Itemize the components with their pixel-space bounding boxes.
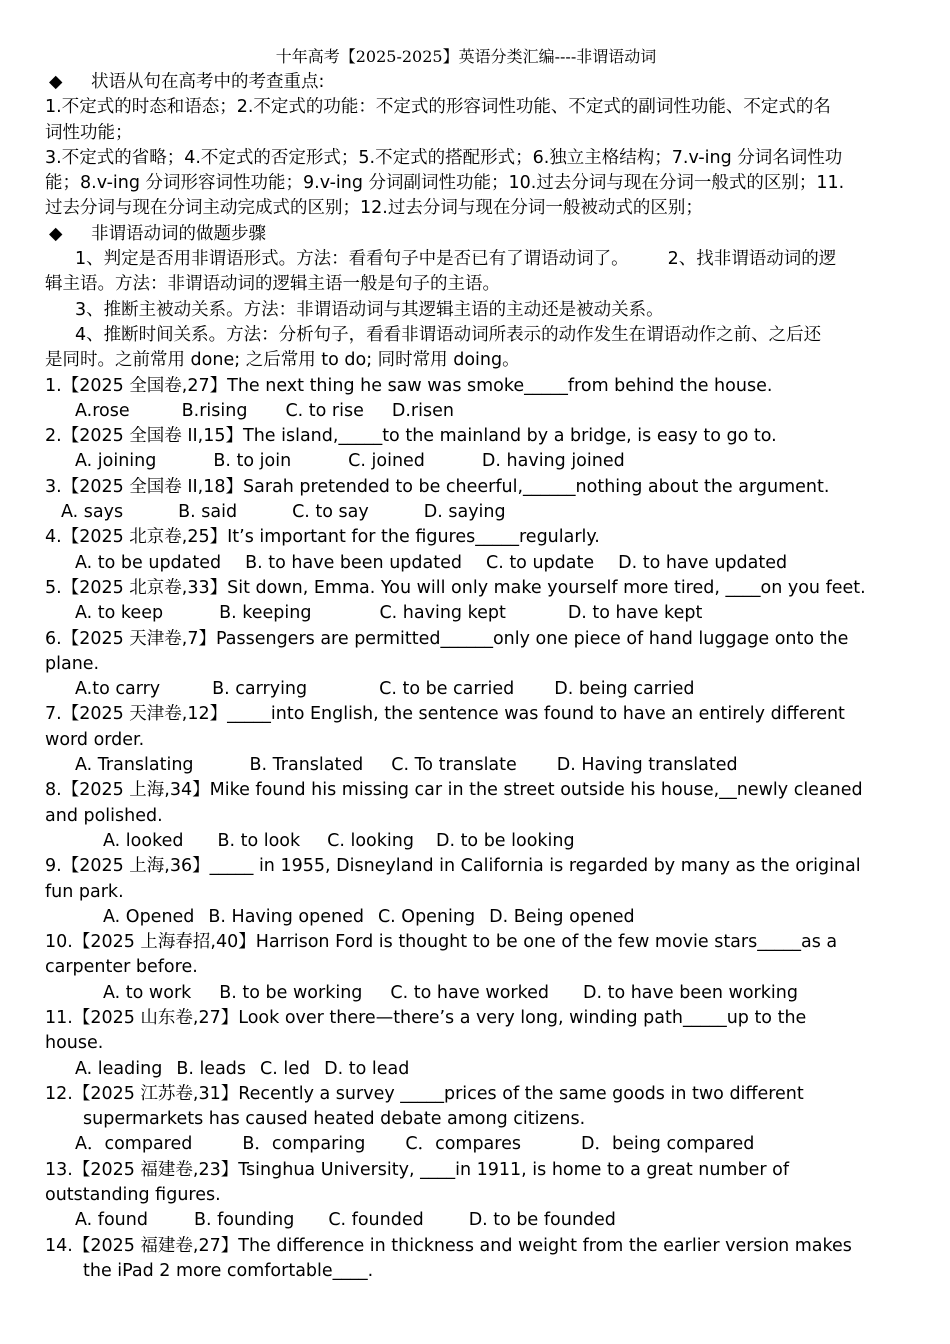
step-line: 是同时。之前常用 done; 之后常用 to do; 同时常用 doing。 bbox=[45, 350, 520, 371]
answer-option[interactable]: A.to carry bbox=[75, 679, 161, 700]
answer-option[interactable]: B. carrying bbox=[212, 679, 308, 700]
answer-option[interactable]: D. Being opened bbox=[489, 906, 635, 927]
focus-line: 词性功能； bbox=[45, 122, 133, 143]
answer-option[interactable]: B. leads bbox=[176, 1058, 247, 1079]
answer-option[interactable]: B. keeping bbox=[219, 603, 312, 624]
focus-line: 能；8.v-ing 分词形容词性功能；9.v-ing 分词副词性功能；10.过去分词与现在分词一般式的区别；11. bbox=[45, 173, 845, 194]
answer-option[interactable]: D. to be looking bbox=[435, 830, 575, 851]
answer-option[interactable]: C. looking bbox=[327, 830, 414, 851]
answer-option[interactable]: C. to have worked bbox=[390, 982, 549, 1003]
focus-line: 过去分词与现在分词主动完成式的区别；12.过去分词与现在分词一般被动式的区别； bbox=[45, 198, 703, 219]
answer-options bbox=[45, 753, 907, 778]
question-stem-continued: supermarkets has caused heated debate among citizens. bbox=[83, 1109, 586, 1130]
answer-option[interactable]: D. to have kept bbox=[567, 603, 703, 624]
question-stem: 6.【2025 天津卷,7】Passengers are permitted______only one piece of hand luggage onto the bbox=[45, 628, 849, 649]
question-item bbox=[45, 525, 907, 576]
question-item bbox=[45, 930, 907, 1006]
answer-option[interactable]: B. Having opened bbox=[208, 906, 364, 927]
question-item bbox=[45, 778, 907, 854]
step-line: 3、推断主被动关系。方法：非谓语动词与其逻辑主语的主动还是被动关系。 bbox=[75, 299, 664, 320]
answer-options bbox=[45, 601, 907, 626]
answer-option[interactable]: C. Opening bbox=[377, 906, 476, 927]
step-line: 辑主语。方法：非谓语动词的逻辑主语一般是句子的主语。 bbox=[45, 274, 500, 295]
question-item bbox=[45, 1158, 907, 1234]
answer-option[interactable]: D. saying bbox=[423, 502, 506, 523]
focus-line: 3.不定式的省略；4.不定式的否定形式；5.不定式的搭配形式；6.独立主格结构；7.v-ing 分词名词性功 bbox=[45, 147, 843, 168]
question-item bbox=[45, 1006, 907, 1082]
answer-option[interactable]: C. to be carried bbox=[379, 679, 515, 700]
answer-option[interactable]: D. Having translated bbox=[556, 755, 738, 776]
question-stem: 3.【2025 全国卷 II,18】Sarah pretended to be cheerful,______nothing about the argument. bbox=[45, 476, 830, 497]
section-heading-focus bbox=[45, 70, 907, 95]
step-line: 4、推断时间关系。方法：分析句子，看看非谓语动词所表示的动作发生在谓语动作之前、之后还 bbox=[75, 324, 822, 345]
question-stem-continued: outstanding figures. bbox=[45, 1185, 221, 1206]
question-stem: 5.【2025 北京卷,33】Sit down, Emma. You will only make yourself more tired, ____on you feet. bbox=[45, 577, 866, 598]
question-item bbox=[45, 424, 907, 475]
answer-option[interactable]: D．being compared bbox=[580, 1134, 755, 1155]
answer-option[interactable]: B. to join bbox=[213, 451, 292, 472]
answer-option[interactable]: B. Translated bbox=[249, 755, 364, 776]
answer-option[interactable]: B. said bbox=[178, 502, 238, 523]
question-item bbox=[45, 1082, 907, 1158]
answer-option[interactable]: D. to be founded bbox=[468, 1210, 616, 1231]
answer-option[interactable]: C. joined bbox=[348, 451, 425, 472]
question-list bbox=[45, 374, 907, 1285]
answer-options bbox=[45, 500, 907, 525]
answer-option[interactable]: A. says bbox=[61, 502, 124, 523]
question-stem: 8.【2025 上海,34】Mike found his missing car in the street outside his house,__newly cleaned bbox=[45, 780, 863, 801]
section-heading-steps bbox=[45, 222, 907, 247]
question-stem-continued: house. bbox=[45, 1033, 104, 1054]
answer-option[interactable]: C. having kept bbox=[379, 603, 506, 624]
answer-option[interactable]: D.risen bbox=[391, 400, 454, 421]
question-stem-continued: plane. bbox=[45, 653, 100, 674]
answer-option[interactable]: A．compared bbox=[75, 1134, 193, 1155]
answer-option[interactable]: C. to rise bbox=[285, 400, 364, 421]
answer-options bbox=[45, 1132, 907, 1157]
answer-options bbox=[45, 449, 907, 474]
answer-option[interactable]: D. being carried bbox=[554, 679, 695, 700]
answer-option[interactable]: B．comparing bbox=[242, 1134, 366, 1155]
answer-option[interactable]: B. to look bbox=[217, 830, 301, 851]
answer-option[interactable]: C. to say bbox=[292, 502, 369, 523]
answer-option[interactable]: A. joining bbox=[75, 451, 157, 472]
question-item bbox=[45, 475, 907, 526]
question-item bbox=[45, 374, 907, 425]
answer-option[interactable]: C. led bbox=[260, 1058, 311, 1079]
answer-option[interactable]: D. to have updated bbox=[618, 552, 788, 573]
answer-options bbox=[45, 829, 907, 854]
answer-option[interactable]: D. having joined bbox=[481, 451, 625, 472]
question-stem-continued: the iPad 2 more comfortable____. bbox=[83, 1260, 374, 1281]
answer-option[interactable]: D. to lead bbox=[324, 1058, 410, 1079]
question-item bbox=[45, 854, 907, 930]
question-item bbox=[45, 702, 907, 778]
answer-option[interactable]: A. to be updated bbox=[75, 552, 222, 573]
answer-option[interactable]: D. to have been working bbox=[582, 982, 798, 1003]
question-stem-continued: word order. bbox=[45, 729, 145, 750]
question-stem: 13.【2025 福建卷,23】Tsinghua University, ____in 1911, is home to a great number of bbox=[45, 1159, 789, 1180]
focus-line: 1.不定式的时态和语态；2.不定式的功能：不定式的形容词性功能、不定式的副词性功能、不定式的名 bbox=[45, 97, 831, 118]
answer-option[interactable]: B. founding bbox=[193, 1210, 295, 1231]
answer-options bbox=[45, 981, 907, 1006]
diamond-bullet-icon: ◆ bbox=[49, 72, 63, 92]
answer-options bbox=[45, 677, 907, 702]
question-stem-continued: carpenter before. bbox=[45, 957, 198, 978]
question-stem-continued: and polished. bbox=[45, 805, 163, 826]
answer-option[interactable]: A. to work bbox=[103, 982, 192, 1003]
answer-options bbox=[45, 1208, 907, 1233]
answer-option[interactable]: C. to update bbox=[485, 552, 595, 573]
answer-option[interactable]: A. found bbox=[75, 1210, 148, 1231]
question-stem: 11.【2025 山东卷,27】Look over there—there’s a very long, winding path_____up to the bbox=[45, 1007, 807, 1028]
diamond-bullet-icon: ◆ bbox=[49, 223, 63, 244]
answer-option[interactable]: A.rose bbox=[75, 400, 130, 421]
document-page bbox=[45, 44, 907, 1284]
question-stem: 10.【2025 上海春招,40】Harrison Ford is thought to be one of the few movie stars_____as a bbox=[45, 932, 838, 953]
question-item bbox=[45, 627, 907, 703]
answer-option[interactable]: A. looked bbox=[103, 830, 184, 851]
question-item bbox=[45, 1234, 907, 1285]
answer-options bbox=[45, 551, 907, 576]
answer-option[interactable]: A. Translating bbox=[75, 755, 194, 776]
answer-option[interactable]: C. To translate bbox=[391, 755, 517, 776]
answer-options bbox=[45, 399, 907, 424]
question-stem: 1.【2025 全国卷,27】The next thing he saw was smoke_____from behind the house. bbox=[45, 375, 773, 396]
answer-option[interactable]: C．compares bbox=[405, 1134, 521, 1155]
answer-option[interactable]: B. to have been updated bbox=[245, 552, 462, 573]
page-header: 十年高考【2025-2025】英语分类汇编----非谓语动词 bbox=[275, 47, 657, 66]
answer-option[interactable]: C. founded bbox=[328, 1210, 424, 1231]
step-line: 1、判定是否用非谓语形式。方法：看看句子中是否已有了谓语动词了。 2、找非谓语动词的逻 bbox=[75, 249, 837, 270]
question-stem-continued: fun park. bbox=[45, 881, 124, 902]
answer-option[interactable]: A. to keep bbox=[75, 603, 164, 624]
question-stem: 7.【2025 天津卷,12】_____into English, the sentence was found to have an entirely different bbox=[45, 704, 845, 725]
answer-options bbox=[45, 905, 907, 930]
section-title: 状语从句在高考中的考查重点: bbox=[91, 72, 325, 92]
answer-option[interactable]: B.rising bbox=[181, 400, 248, 421]
answer-option[interactable]: A. leading bbox=[75, 1058, 163, 1079]
question-stem: 14.【2025 福建卷,27】The difference in thickness and weight from the earlier version makes bbox=[45, 1235, 852, 1256]
question-stem: 9.【2025 上海,36】_____ in 1955, Disneyland in California is regarded by many as the original bbox=[45, 856, 861, 877]
section-title: 非谓语动词的做题步骤 bbox=[91, 223, 266, 244]
question-item bbox=[45, 576, 907, 627]
question-stem: 2.【2025 全国卷 II,15】The island,_____to the mainland by a bridge, is easy to go to. bbox=[45, 426, 777, 447]
answer-option[interactable]: B. to be working bbox=[219, 982, 363, 1003]
question-stem: 12.【2025 江苏卷,31】Recently a survey _____prices of the same goods in two different bbox=[45, 1083, 804, 1104]
answer-options bbox=[45, 1057, 907, 1082]
answer-option[interactable]: A. Opened bbox=[103, 906, 195, 927]
question-stem: 4.【2025 北京卷,25】It’s important for the figures_____regularly. bbox=[45, 527, 600, 548]
